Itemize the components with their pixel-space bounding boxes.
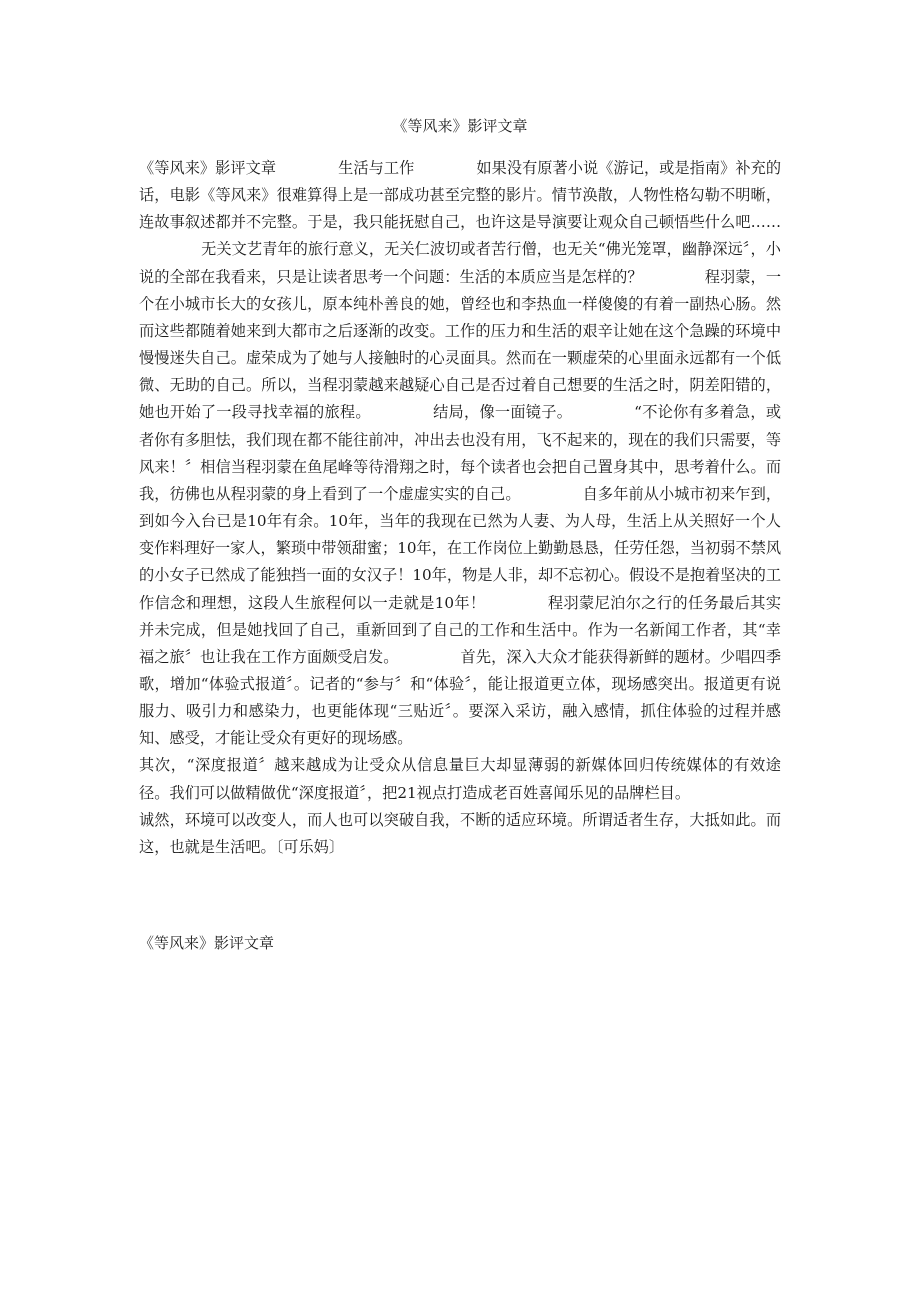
paragraph-conclusion: 诚然，环境可以改变人，而人也可以突破自我，不断的适应环境。所谓适者生存，大抵如此。而这，也就是生活吧。〔可乐妈〕 xyxy=(139,810,781,856)
footer-title: 《等风来》影评文章 xyxy=(139,934,275,952)
article-heading-inline: 《等风来》影评文章 xyxy=(139,159,277,177)
paragraph-journey: 程羽蒙尼泊尔之行的任务最后其实并未完成，但是她找回了自己，重新回到了自己的工作和生活中。作为一名新闻工作者，其“幸福之旅〞也让我在工作方面颇受启发。 xyxy=(139,593,782,666)
paragraph-theme: 无关文艺青年的旅行意义，无关仁波切或者苦行僧，也无关“佛光笼罩，幽静深远〞，小说的全部在我看来，只是让读者思考一个问题：生活的本质应当是怎样的？ xyxy=(139,240,781,286)
paragraph-ten-years: 自多年前从小城市初来乍到，到如今入台已是10年有余。10年，当年的我现在已然为人妻、为人母，生活上从关照好一个人变作料理好一家人，繁琐中带领甜蜜；10年，在工作岗位上勤勤恳恳，任劳任怨，当初弱不禁风的小女子已然成了能独挡一面的女汉子！10年，物是人非，却不忘初心。假设不是抱着坚决的工作信念和理想，这段人生旅程何以一走就是10年！ xyxy=(139,484,782,612)
paragraph-first-point: 首先，深入大众才能获得新鲜的题材。少唱四季歌，增加“体验式报道〞。记者的“参与〞和“体验〞，能让报道更立体，现场感突出。报道更有说服力、吸引力和感染力，也更能体现“三贴近〞。要深入采访，融入感情，抓住体验的过程并感知、感受，才能让受众有更好的现场感。 xyxy=(139,647,782,748)
paragraph-character: 程羽蒙，一个在小城市长大的女孩儿，原本纯朴善良的她，曾经也和李热血一样傻傻的有着一副热心肠。然而这些都随着她来到大都市之后逐渐的改变。工作的压力和生活的艰辛让她在这个急躁的环境中慢慢迷失自己。虚荣成为了她与人接触时的心灵面具。然而在一颗虚荣的心里面永远都有一个低微、无助的自己。所以，当程羽蒙越来越疑心自己是否过着自己想要的生活之时，阴差阳错的，她也开始了一段寻找幸福的旅程。 xyxy=(139,267,782,422)
paragraph-quote: “不论你有多着急，或者你有多胆怯，我们现在都不能往前冲，冲出去也没有用，飞不起来的，现在的我们只需要，等风来！〞相信当程羽蒙在鱼尾峰等待滑翔之时，每个读者也会把自己置身其中，思考着什么。而我，彷佛也从程羽蒙的身上看到了一个虚虚实实的自己。 xyxy=(139,403,782,503)
paragraph-intro: 如果没有原著小说《游记，或是指南》补充的话，电影《等风来》很难算得上是一部成功甚至完整的影片。情节涣散，人物性格勾勒不明晰，连故事叙述都并不完整。于是，我只能抚慰自己，也许这是导演要让观众自己顿悟些什么吧…… xyxy=(139,159,782,232)
paragraph-second-point: 其次，“深度报道〞越来越成为让受众从信息量巨大却显薄弱的新媒体回归传统媒体的有效途径。我们可以做精做优“深度报道〞，把21视点打造成老百姓喜闻乐见的品牌栏目。 xyxy=(139,756,781,802)
document-title: 《等风来》影评文章 xyxy=(392,117,528,135)
article-body xyxy=(139,155,781,861)
section-label: 生活与工作 xyxy=(338,159,415,177)
paragraph-ending: 结局，像一面镜子。 xyxy=(432,403,573,422)
